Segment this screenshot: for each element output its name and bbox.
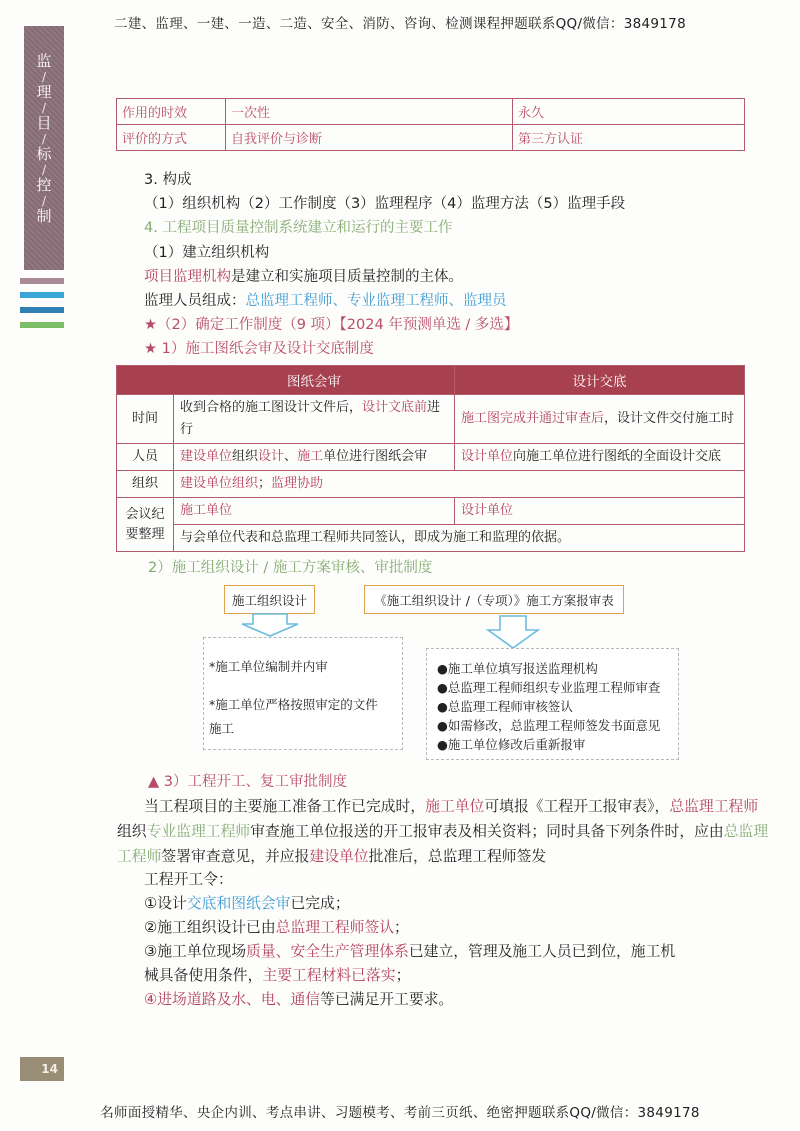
text: 施工单位修改后重新报审	[447, 737, 586, 752]
highlight: 主要工程材料已落实	[262, 967, 396, 984]
highlight: 监理协助	[271, 476, 324, 491]
highlight: 施工	[297, 449, 324, 464]
cell-left: 自我评价与诊断	[226, 125, 513, 151]
highlight: ④进场道路及水、电、通信	[144, 991, 321, 1008]
text: 收到合格的施工图设计文件后，	[180, 400, 363, 415]
col-header: 设计交底	[455, 366, 745, 395]
bullet-dot-icon: ●	[437, 661, 448, 676]
highlight: 施工单位	[425, 798, 485, 815]
text: 组织	[232, 449, 259, 464]
side-tab-slash: /	[41, 101, 47, 115]
left-flow-panel	[203, 637, 403, 750]
org-term: 项目监理机构	[144, 269, 231, 285]
label-line: 要整理	[125, 526, 165, 542]
staff-prefix: 监理人员组成：	[144, 293, 246, 309]
bullet-dot-icon: ●	[437, 680, 448, 695]
highlight: 总监理工程师签认	[275, 919, 395, 936]
bullet-dot-icon: ●	[437, 737, 448, 752]
text: 械具备使用条件，	[144, 967, 263, 984]
panel-line	[437, 716, 660, 734]
condition-2	[144, 916, 409, 937]
flow-box-org-design: 施工组织设计	[224, 585, 315, 614]
side-tab-char: 目	[36, 114, 52, 132]
section-3-title: 3. 构成	[144, 172, 192, 188]
section-4-title: 4. 工程项目质量控制系统建立和运行的主要工作	[144, 220, 453, 236]
condition-4	[144, 988, 453, 1009]
text: 总监理工程师组织专业监理工程师审查	[447, 680, 661, 695]
section-4-sub2: ★（2）确定工作制度（9 项）【2024 年预测单选 / 多选】	[144, 317, 519, 333]
highlight: 建设单位	[309, 848, 369, 865]
side-tab-slash: /	[41, 132, 47, 146]
side-tab-slash: /	[41, 194, 47, 208]
cell-merged: 与会单位代表和总监理工程师共同签认，即成为施工和监理的依据。	[174, 525, 745, 552]
text: ②施工组织设计已由	[144, 919, 276, 936]
bullet-dot-icon: ●	[437, 699, 448, 714]
down-arrow-icon	[242, 614, 298, 636]
side-tab-slash: /	[41, 163, 47, 177]
row-label: 作用的时效	[117, 99, 226, 125]
section-2-2-title: 2）施工组织设计 / 施工方案审核、审批制度	[148, 560, 433, 576]
side-tab-char: 控	[36, 176, 52, 194]
text: 单位进行图纸会审	[323, 449, 428, 464]
text: 已建立，管理及施工人员已到位，施工机	[408, 943, 676, 960]
text: 批准后，总监理工程师签发	[368, 848, 547, 865]
text: ；	[395, 967, 411, 984]
highlight: 设计单位	[461, 449, 514, 464]
col-header: 图纸会审	[174, 366, 455, 395]
condition-3-cont	[144, 964, 410, 985]
cell-left: 一次性	[226, 99, 513, 125]
highlight: 质量、安全生产管理体系	[246, 943, 409, 960]
org-rest: 是建立和实施项目质量控制的主体。	[231, 269, 463, 285]
right-flow-panel	[426, 648, 679, 760]
condition-3	[144, 940, 675, 961]
highlight: 建设单位组织	[180, 476, 259, 491]
text: ；	[394, 919, 409, 936]
flow-box-plan-form: 《施工组织设计 /（专项）》施工方案报审表	[364, 585, 624, 614]
panel-line: *施工单位编制并内审	[209, 659, 328, 674]
panel-line	[437, 697, 573, 715]
highlight: 建设单位	[180, 449, 233, 464]
row-label: 组织	[117, 471, 174, 498]
text: ；	[258, 476, 272, 491]
row-label: 评价的方式	[117, 125, 226, 151]
condition-1	[144, 892, 350, 913]
text: 当工程项目的主要施工准备工作已完成时，	[144, 798, 426, 815]
page-number: 14	[20, 1057, 64, 1081]
highlight: 设计文底前	[362, 400, 428, 415]
label-line: 会议纪	[125, 506, 165, 522]
section-3-items: （1）组织机构（2）工作制度（3）监理程序（4）监理方法（5）监理手段	[144, 196, 626, 212]
text: 审查施工单位报送的开工报审表及相关资料；同时具备下列条件时，应由	[250, 823, 724, 840]
paragraph-line	[117, 820, 768, 841]
text: 组织	[117, 823, 147, 840]
panel-line: 施工	[209, 721, 235, 736]
side-tab-char: 标	[36, 145, 52, 163]
cell-right: 永久	[513, 99, 745, 125]
text: 签署审查意见，并应报	[161, 848, 310, 865]
text: ③施工单位现场	[144, 943, 247, 960]
panel-line: *施工单位严格按照审定的文件	[209, 697, 378, 712]
highlight: 施工单位	[180, 503, 233, 518]
highlight: 工程师	[117, 848, 162, 865]
section-4-sub1: （1）建立组织机构	[144, 245, 270, 261]
bullet-dot-icon: ●	[437, 718, 448, 733]
highlight: 总监理	[723, 823, 769, 840]
down-arrow-icon	[488, 616, 538, 648]
panel-line	[437, 735, 585, 753]
row-label: 时间	[117, 395, 174, 444]
paragraph-line	[144, 795, 758, 816]
text: 施工单位填写报送监理机构	[447, 661, 598, 676]
text: 如需修改，总监理工程师签发书面意见	[447, 718, 661, 733]
side-tab-char: 制	[36, 207, 52, 225]
page-header: 二建、监理、一建、一造、二造、安全、消防、咨询、检测课程押题联系QQ/微信：3849178	[114, 16, 686, 32]
text: 向施工单位进行图纸的全面设计交底	[513, 449, 722, 464]
text: 、	[284, 449, 298, 464]
text: ①设计	[144, 895, 187, 912]
row-label: 人员	[117, 444, 174, 471]
page-footer: 名师面授精华、央企内训、考点串讲、习题模考、考前三页纸、绝密押题联系QQ/微信：3849178	[100, 1105, 700, 1121]
side-tab-char: 理	[36, 83, 52, 101]
cell-right: 第三方认证	[513, 125, 745, 151]
text: 可填报《工程开工报审表》，	[484, 798, 670, 815]
section-4-sub2-1: ★ 1）施工图纸会审及设计交底制度	[144, 341, 374, 357]
highlight: 总监理工程师	[669, 798, 759, 815]
highlight: 专业监理工程师	[146, 823, 251, 840]
side-tab-char: 监	[36, 52, 52, 70]
panel-line	[437, 659, 598, 677]
text: 进行	[180, 400, 441, 437]
paragraph-line	[117, 845, 546, 866]
highlight: 设计	[258, 449, 285, 464]
text: ，设计文件交付施工时	[604, 411, 735, 426]
text: 已完成；	[290, 895, 350, 912]
section-2-3-title: ▲ 3）工程开工、复工审批制度	[148, 774, 347, 790]
panel-line	[437, 678, 660, 696]
highlight: 交底和图纸会审	[186, 895, 291, 912]
side-tab-slash: /	[41, 70, 47, 84]
text: 总监理工程师审核签认	[447, 699, 573, 714]
highlight: 施工图完成并通过审查后	[461, 411, 605, 426]
text: 等已满足开工要求。	[320, 991, 454, 1008]
paragraph-line: 工程开工令：	[144, 871, 233, 888]
staff-members: 总监理工程师、专业监理工程师、监理员	[245, 293, 507, 309]
highlight: 设计单位	[461, 503, 514, 518]
